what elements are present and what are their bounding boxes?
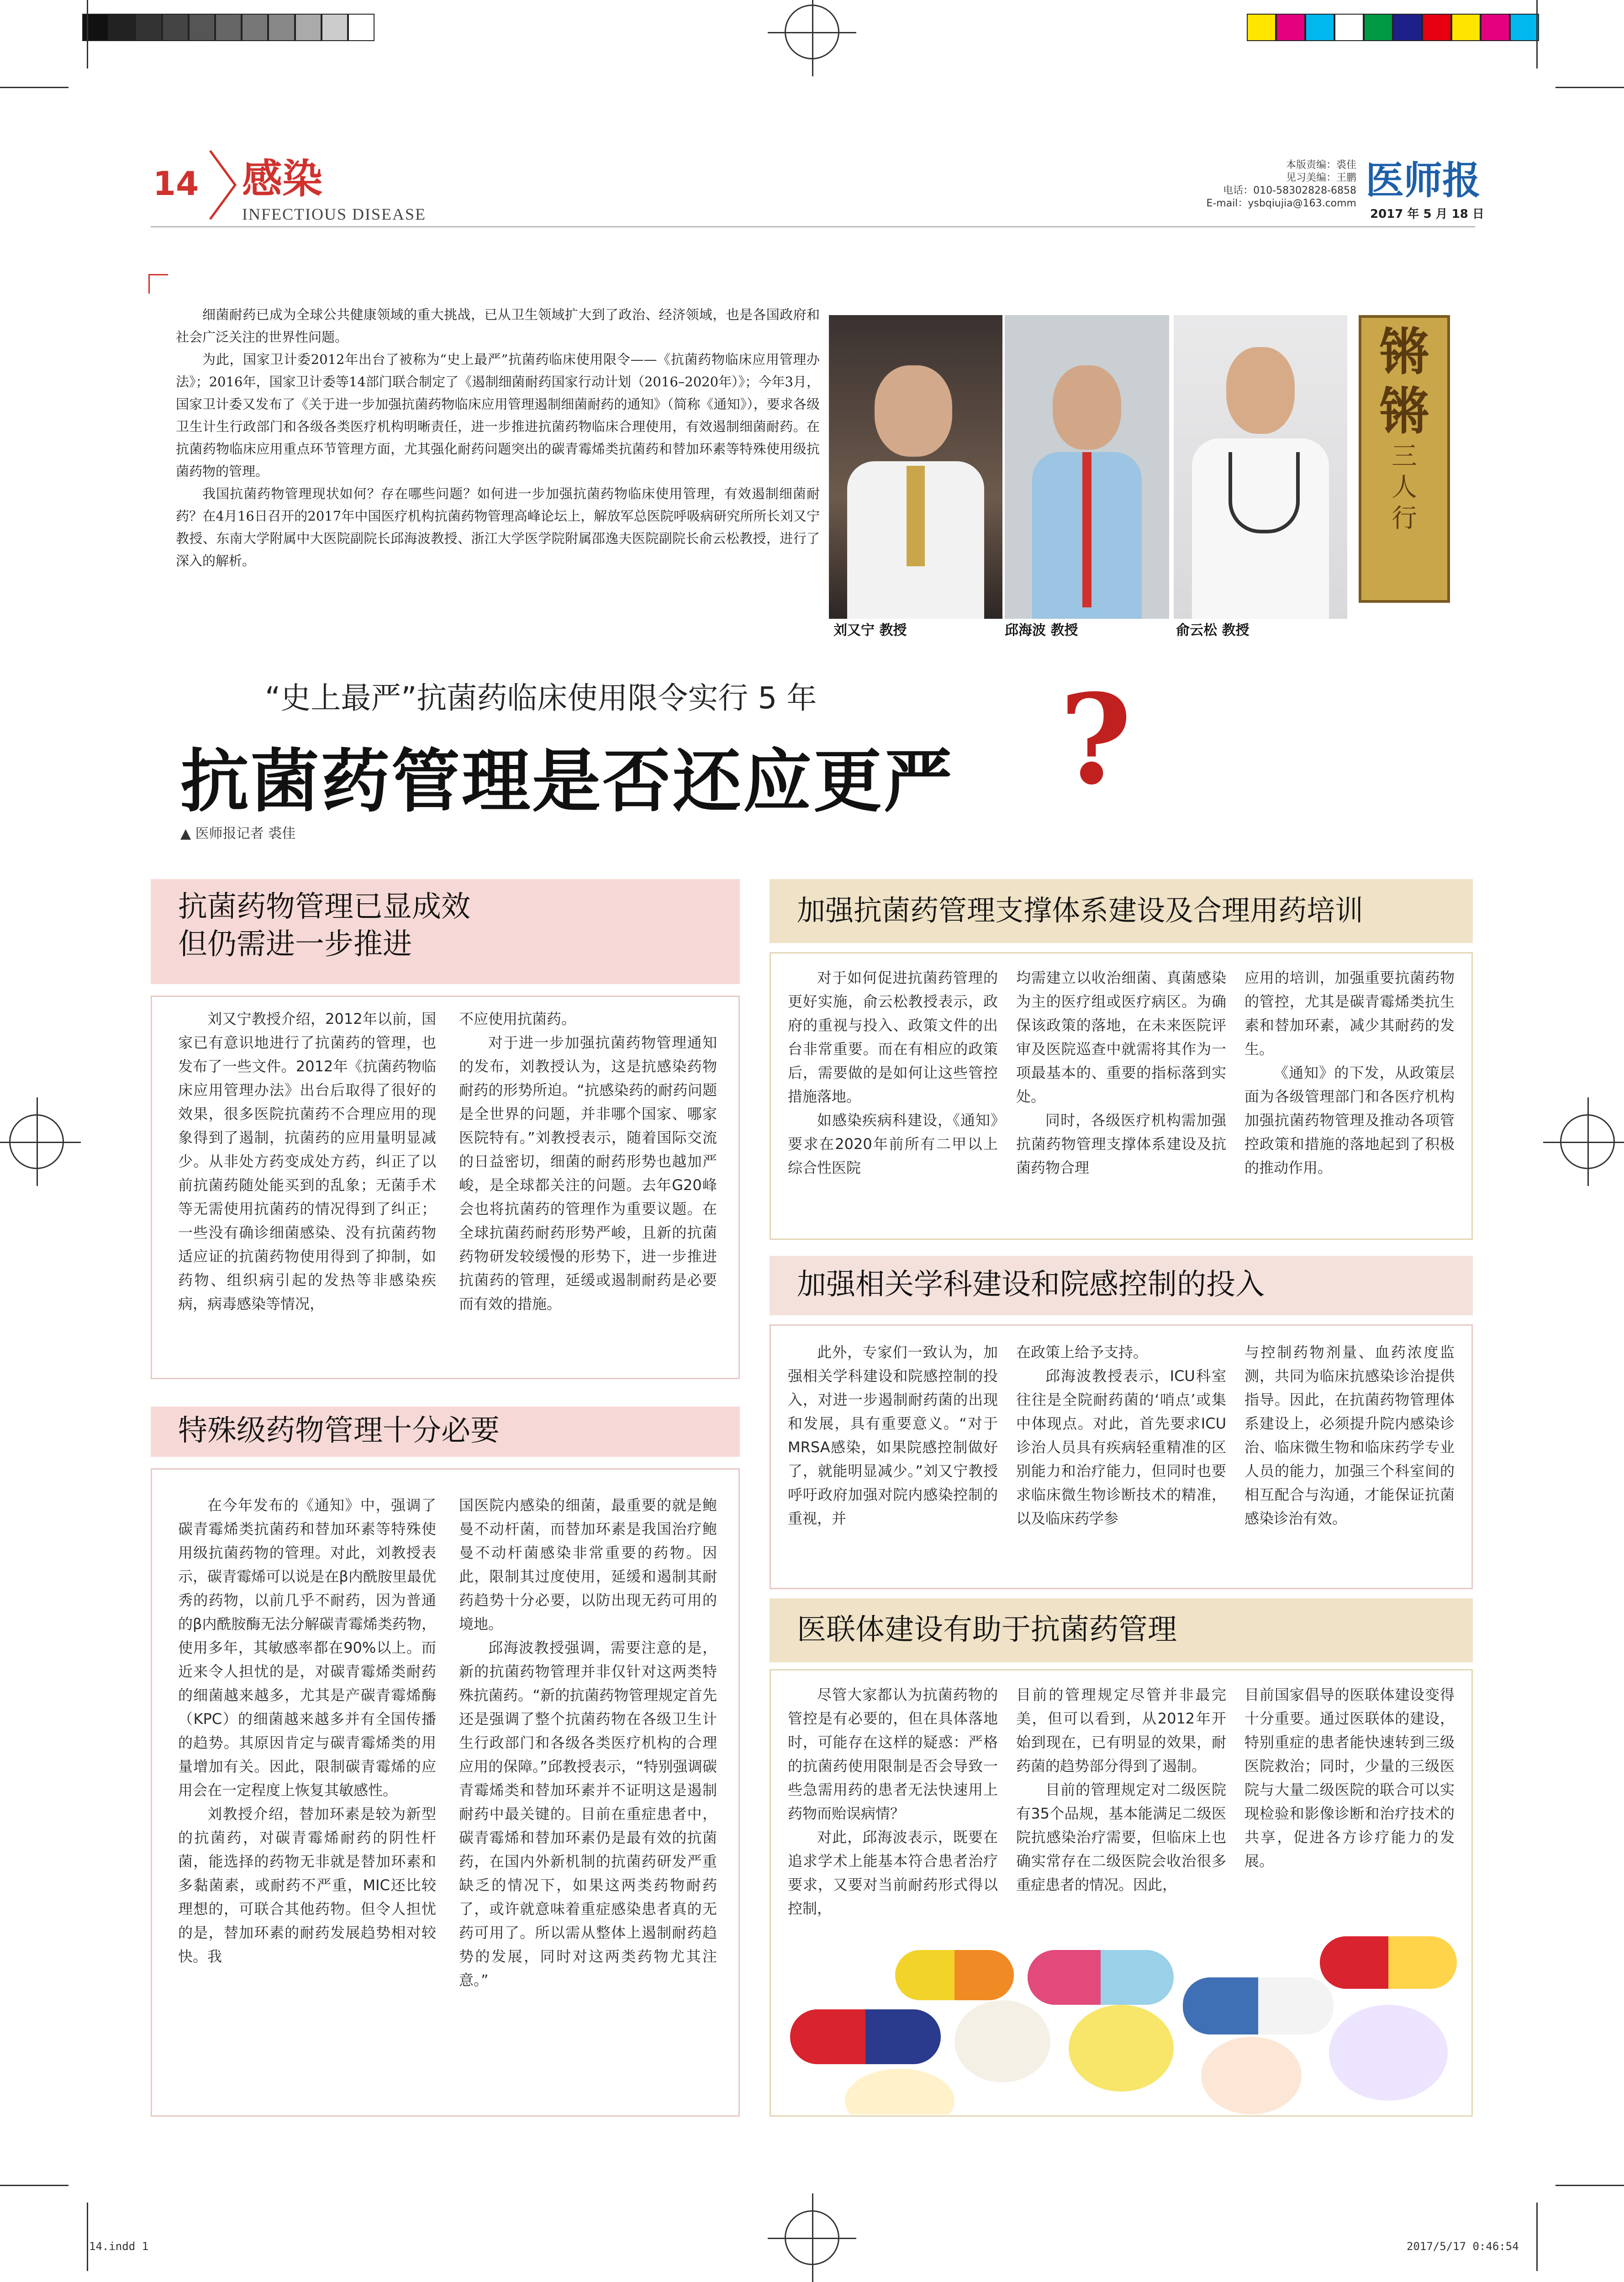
paragraph: 刘又宁教授介绍，2012年以前，国家已有意识地进行了抗菌药的管理，也发布了一些文件。2012年《抗菌药物临床应用管理办法》出台后取得了很好的效果，很多医院抗菌药不合理应用的现象得到了遏制，抗菌药的应用量明显减少。从非处方药变成处方药，纠正了以前抗菌药随处能买到的乱象；无菌手术等无需使用抗菌药的情况得到了纠正；一些没有确诊细菌感染、没有抗菌药物适应证的抗菌药物使用得到了抑制，如药物、组织病引起的发热等非感染疾病，病毒感染等情况， <box>178 1010 436 1312</box>
section4-column-3 <box>1244 1340 1455 1530</box>
paragraph: 此外，专家们一致认为，加强相关学科建设和院感控制的投入，对进一步遏制耐药菌的出现和发展，具有重要意义。“对于MRSA感染，如果院感控制做好了，就能明显减少。”刘又宁教授呼吁政府加强对院内感染控制的重视，并 <box>788 1344 998 1527</box>
seal-small-character: 三 <box>1392 442 1417 471</box>
intro-paragraphs <box>176 304 820 572</box>
kicker: “史上最严”抗菌药临床使用限令实行 5 年 <box>265 680 817 716</box>
question-mark-graphic: ? <box>1060 667 1132 812</box>
section3-column-3 <box>1244 966 1455 1180</box>
paragraph: 国医院内感染的细菌，最重要的就是鲍曼不动杆菌，而替加环素是我国治疗鲍曼不动杆菌感染非常重要的药物。因此，限制其过度使用，延缓和遏制其耐药趋势十分必要，以防出现无药可用的境地。 <box>459 1497 717 1633</box>
section3-column-1 <box>788 966 998 1180</box>
crop-mark <box>87 0 88 69</box>
section3-heading <box>770 879 1473 943</box>
paragraph: 邱海波教授表示，ICU科室往往是全院耐药菌的‘哨点’或集中体现点。对此，首先要求ICU诊治人员具有疾病轻重精准的区别能力和治疗能力，但同时也要求临床微生物诊断技术的精准，以及临床药学参 <box>1016 1367 1226 1527</box>
section5-heading <box>770 1598 1473 1662</box>
paragraph: 目前的管理规定对二级医院有35个品规，基本能满足二级医院抗感染治疗需要，但临床上也确实常存在二级医院会收治很多重症患者的情况。因此， <box>1016 1781 1226 1893</box>
section2-column-2 <box>459 1493 717 1992</box>
crop-mark <box>1555 2185 1624 2186</box>
photo-qiu-haibo <box>1005 315 1169 619</box>
section5-column-1 <box>788 1683 998 1920</box>
crop-mark <box>0 2185 69 2186</box>
section-title: 感染 <box>242 155 323 202</box>
section2-column-1 <box>178 1493 436 1968</box>
editor-info <box>1133 159 1356 210</box>
section3-column-2 <box>1016 966 1226 1180</box>
paragraph: 对此，邱海波表示，既要在追求学术上能基本符合患者治疗要求，又要对当前耐药形式得以控制， <box>788 1829 998 1917</box>
photo-caption: 刘又宁 教授 <box>833 622 907 638</box>
paragraph: 应用的培训，加强重要抗菌药物的管控，尤其是碳青霉烯类抗生素和替加环素，减少其耐药的发生。 <box>1244 969 1455 1058</box>
section2-heading <box>151 1407 740 1457</box>
seal-small-character: 人 <box>1392 473 1417 502</box>
editor-line: 电话：010-58302828-6858 <box>1223 185 1356 196</box>
paragraph: 在今年发布的《通知》中，强调了碳青霉烯类抗菌药和替加环素等特殊使用级抗菌药物的管理。对此，刘教授表示，碳青霉烯可以说是在β内酰胺里最优秀的药物，以前几乎不耐药，因为普通的β内酰胺酶无法分解碳青霉烯类药物，使用多年，其敏感率都在90%以上。而近来令人担忧的是，对碳青霉烯类耐药的细菌越来越多，尤其是产碳青霉烯酶（KPC）的细菌越来越多并有全国传播的趋势。其原因肯定与碳青霉烯类的用量增加有关。因此，限制碳青霉烯的应用会在一定程度上恢复其敏感性。 <box>178 1497 436 1799</box>
paragraph: 同时，各级医疗机构需加强抗菌药物管理支撑体系建设及抗菌药物合理 <box>1016 1112 1226 1176</box>
editor-line: 见习美编：王鹏 <box>1286 172 1356 184</box>
seal-character: 锵 <box>1379 322 1429 381</box>
crop-mark <box>87 2203 88 2271</box>
intro-paragraph: 我国抗菌药物管理现状如何？存在哪些问题？如何进一步加强抗菌药物临床使用管理，有效遏制细菌耐药？在4月16日召开的2017年中国医疗机构抗菌药物管理高峰论坛上，解放军总医院呼吸病研究所所长刘又宁教授、东南大学附属中大医院副院长邱海波教授、浙江大学医学院附属邵逸夫医院副院长俞云松教授，进行了深入的解析。 <box>176 486 820 569</box>
section4-column-2 <box>1016 1340 1226 1530</box>
section-subtitle-en: INFECTIOUS DISEASE <box>242 205 427 223</box>
registration-color-bar <box>1247 14 1539 41</box>
photo-caption: 俞云松 教授 <box>1176 622 1250 638</box>
crop-mark <box>1536 0 1538 69</box>
intro-paragraph: 为此，国家卫计委2012年出台了被称为“史上最严”抗菌药临床使用限令——《抗菌药物临床应用管理办法》；2016年，国家卫计委等14部门联合制定了《遏制细菌耐药国家行动计划（2016–2020年）》；今年3月，国家卫计委又发布了《关于进一步加强抗菌药物临床应用管理遏制细菌耐药的通知》（简称《通知》），要求各级卫生计生行政部门和各级各类医疗机构明晰责任，进一步推进抗菌药物临床合理使用，有效遏制细菌耐药。在抗菌药物临床应用重点环节管理方面，尤其强化耐药问题突出的碳青霉烯类抗菌药和替加环素等特殊使用级抗菌药物的管理。 <box>176 352 820 479</box>
headline: 抗菌药管理是否还应更严 <box>180 742 954 822</box>
crop-mark <box>1555 87 1624 88</box>
chevron-icon <box>208 148 240 221</box>
photo-caption: 邱海波 教授 <box>1005 622 1078 638</box>
editor-line: E-mail：ysbqiujia@163.comm <box>1206 198 1356 209</box>
footer-timestamp: 2017/5/17 0:46:54 <box>1407 2240 1519 2253</box>
seal-character: 锵 <box>1379 382 1429 441</box>
paragraph: 目前国家倡导的医联体建设变得十分重要。通过医联体的建设，特别重症的患者能快速转到三级医院救治；同时，少量的三级医院与大量二级医院的联合可以实现检验和影像诊断和治疗技术的共享，促进各方诊疗能力的发展。 <box>1244 1686 1455 1870</box>
section3-title: 加强抗菌药管理支撑体系建设及合理用药培训 <box>797 894 1364 927</box>
section1-column-1 <box>178 1007 436 1316</box>
paragraph: 《通知》的下发，从政策层面为各级管理部门和各医疗机构加强抗菌药物管理及推动各项管控政策和措施的落地起到了积极的推动作用。 <box>1244 1064 1455 1176</box>
paragraph: 不应使用抗菌药。 <box>459 1010 576 1028</box>
intro-paragraph: 细菌耐药已成为全球公共健康领域的重大挑战，已从卫生领域扩大到了政治、经济领域，也是各国政府和社会广泛关注的世界性问题。 <box>176 307 820 345</box>
pills-image <box>790 1932 1466 2114</box>
column-seal <box>1359 315 1450 603</box>
masthead-logo: 医师报 <box>1366 158 1481 203</box>
crop-mark <box>1536 2203 1538 2271</box>
crop-mark <box>0 87 69 88</box>
section1-column-2 <box>459 1007 717 1316</box>
paragraph: 对于如何促进抗菌药管理的更好实施，俞云松教授表示，政府的重视与投入、政策文件的出台非常重要。而在有相应的政策后，需要做的是如何让这些管控措施落地。 <box>788 969 998 1105</box>
paragraph: 均需建立以收治细菌、真菌感染为主的医疗组或医疗病区。为确保该政策的落地，在未来医院评审及医院巡查中就需将其作为一项最基本的、重要的指标落到实处。 <box>1016 969 1226 1105</box>
seal-small-character: 行 <box>1392 504 1417 533</box>
header-rule <box>151 226 1475 227</box>
photo-yu-yunsong <box>1174 315 1347 619</box>
section1-title-line: 抗菌药物管理已显成效 <box>178 890 470 924</box>
section1-title-line: 但仍需进一步推进 <box>178 928 412 961</box>
section4-column-1 <box>788 1340 998 1530</box>
paragraph: 目前的管理规定尽管并非最完美，但可以看到，从2012年开始到现在，已有明显的效果，耐药菌的趋势部分得到了遏制。 <box>1016 1686 1226 1775</box>
paragraph: 邱海波教授强调，需要注意的是，新的抗菌药物管理并非仅针对这两类特殊抗菌药。“新的抗菌药物管理规定首先还是强调了整个抗菌药物在各级卫生计生行政部门和各级各类医疗机构的合理应用的保障。”邱教授表示，“特别强调碳青霉烯类和替加环素并不证明这是遏制耐药中最关键的。目前在重症患者中，碳青霉烯和替加环素仍是最有效的抗菌药，在国内外新机制的抗菌药研发严重缺乏的情况下，如果这两类药物耐药了，或许就意味着重症感染患者真的无药可用了。所以需从整体上遏制耐药趋势的发展，同时对这两类药物尤其注意。” <box>459 1639 717 1989</box>
crop-target-top <box>785 5 839 59</box>
editor-line: 本版责编：裘佳 <box>1286 159 1356 171</box>
crop-target-left <box>9 1114 64 1169</box>
paragraph: 在政策上给予支持。 <box>1016 1344 1148 1361</box>
publication-date: 2017 年 5 月 18 日 <box>1370 207 1484 221</box>
paragraph: 如感染疾病科建设，《通知》要求在2020年前所有二甲以上综合性医院 <box>788 1112 998 1176</box>
crop-target-bottom <box>785 2210 839 2265</box>
photo-liu-youning <box>829 315 1002 619</box>
crop-target-right <box>1560 1114 1615 1169</box>
registration-gray-bar <box>82 14 374 41</box>
paragraph: 对于进一步加强抗菌药物管理通知的发布，刘教授认为，这是抗感染药物耐药的形势所迫。“抗感染药的耐药问题是全世界的问题，并非哪个国家、哪家医院特有。”刘教授表示，随着国际交流的日益密切，细菌的耐药形势也越加严峻，是全球都关注的问题。去年G20峰会也将抗菌药的管理作为重要议题。在全球抗菌药耐药形势严峻，且新的抗菌药物研发较缓慢的形势下，进一步推进抗菌药的管理，延缓或遏制耐药是必要而有效的措施。 <box>459 1034 717 1312</box>
footer-file-name: 14.indd 1 <box>89 2240 149 2253</box>
section5-column-2 <box>1016 1683 1226 1897</box>
page-number: 14 <box>153 164 199 203</box>
section5-column-3 <box>1244 1683 1455 1873</box>
byline: ▲ 医师报记者 裘佳 <box>180 826 296 842</box>
intro-corner-mark <box>148 274 168 294</box>
paragraph: 尽管大家都认为抗菌药物的管控是有必要的，但在具体落地时，可能存在这样的疑惑：严格的抗菌药使用限制是否会导致一些急需用药的患者无法快速用上药物而贻误病情？ <box>788 1686 998 1822</box>
section4-heading <box>770 1256 1473 1315</box>
section4-title: 加强相关学科建设和院感控制的投入 <box>797 1268 1265 1302</box>
paragraph: 刘教授介绍，替加环素是较为新型的抗菌药，对碳青霉烯耐药的阴性杆菌，能选择的药物无非就是替加环素和多黏菌素，或耐药不严重，MIC还比较理想的，可联合其他药物。但令人担忧的是，替加环素的耐药发展趋势相对较快。我 <box>178 1805 436 1965</box>
section2-title: 特殊级药物管理十分必要 <box>178 1414 500 1448</box>
section1-heading <box>151 879 740 984</box>
section5-title: 医联体建设有助于抗菌药管理 <box>797 1613 1177 1647</box>
paragraph: 与控制药物剂量、血药浓度监测，共同为临床抗感染诊治提供指导。因此，在抗菌药物管理体系建设上，必须提升院内感染诊治、临床微生物和临床药学专业人员的能力，加强三个科室间的相互配合与沟通，才能保证抗菌感染诊治有效。 <box>1244 1344 1455 1527</box>
